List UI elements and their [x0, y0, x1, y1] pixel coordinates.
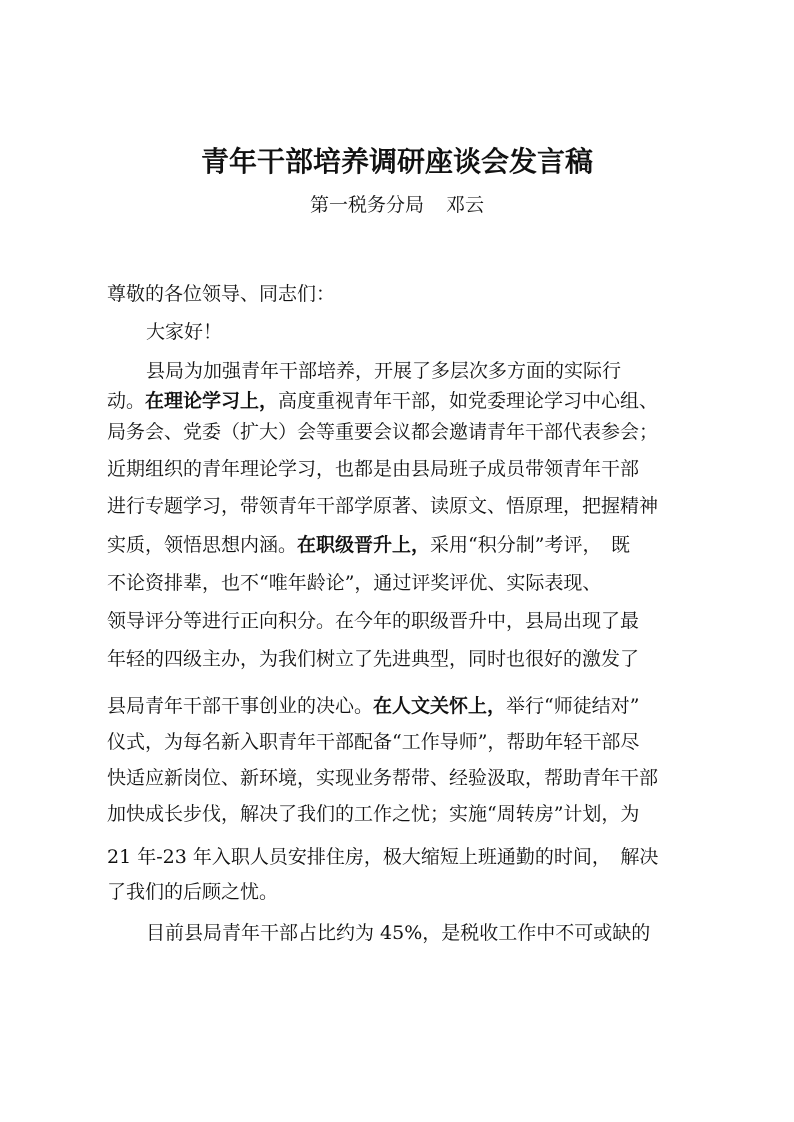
- page-title: 青年干部培养调研座谈会发言稿: [200, 145, 593, 178]
- heading-humanistic-care: 在人文关怀上，: [373, 695, 507, 717]
- paragraph-line: [107, 692, 707, 720]
- text-run: 高度重视青年干部，如党委理论学习中心组、: [278, 390, 659, 412]
- paragraph-line: 了我们的后顾之忧。: [107, 881, 279, 903]
- greeting: 大家好！: [146, 321, 223, 343]
- text-run: 动。: [107, 390, 146, 412]
- paragraph-line: 县局为加强青年干部培养，开展了多层次多方面的实际行: [146, 360, 622, 382]
- text-run: 采用“积分制”考评， 既: [430, 534, 630, 556]
- paragraph-line: 近期组织的青年理论学习，也都是由县局班子成员带领青年干部: [107, 458, 640, 480]
- byline: [0, 191, 794, 219]
- paragraph-line: 21 年-23 年入职人员安排住房，极大缩短上班通勤的时间， 解决: [107, 846, 659, 868]
- paragraph-line: 领导评分等进行正向积分。在今年的职级晋升中，县局出现了最: [107, 610, 640, 632]
- text-run: 实质，领悟思想内涵。: [107, 534, 298, 556]
- paragraph-line: 局务会、党委（扩大）会等重要会议都会邀请青年干部代表参会；: [107, 421, 659, 443]
- byline-author: 邓云: [446, 194, 485, 216]
- byline-unit: 第一税务分局: [309, 194, 424, 216]
- paragraph-line: [107, 387, 707, 415]
- paragraph-line: 仪式，为每名新入职青年干部配备“工作导师”，帮助年轻干部尽: [107, 731, 640, 753]
- text-run: 县局青年干部干事创业的决心。: [107, 695, 374, 717]
- paragraph-line: 目前县局青年干部占比约为 45%，是税收工作中不可或缺的: [146, 922, 651, 944]
- paragraph-line: [107, 531, 707, 559]
- salutation: 尊敬的各位领导、同志们：: [107, 283, 336, 305]
- heading-theory-study: 在理论学习上，: [145, 390, 279, 412]
- paragraph-line: 年轻的四级主办，为我们树立了先进典型，同时也很好的激发了: [107, 648, 640, 670]
- paragraph-line: 加快成长步伐，解决了我们的工作之忧；实施“周转房”计划，为: [107, 803, 640, 825]
- heading-promotion: 在职级晋升上，: [297, 534, 431, 556]
- text-run: 举行“师徒结对”: [506, 695, 640, 717]
- paragraph-line: 进行专题学习，带领青年干部学原著、读原文、悟原理，把握精神: [107, 495, 659, 517]
- paragraph-line: 不论资排辈，也不“唯年龄论”，通过评奖评优、实际表现、: [107, 572, 602, 594]
- paragraph-line: 快适应新岗位、新环境，实现业务帮带、经验汲取，帮助青年干部: [107, 767, 659, 789]
